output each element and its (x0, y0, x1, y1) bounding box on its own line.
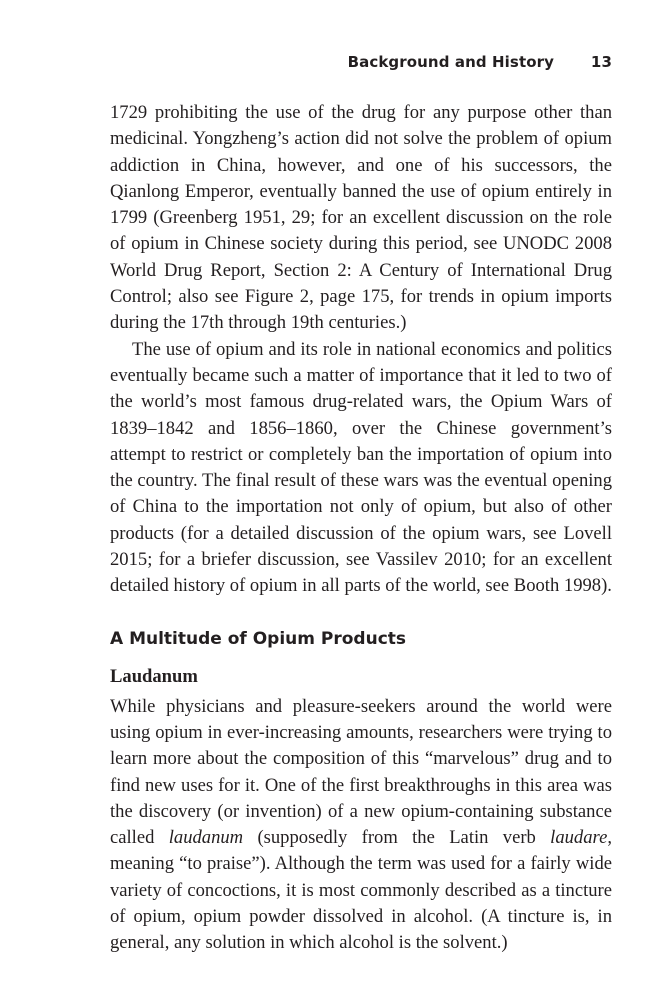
paragraph-3 (110, 694, 612, 957)
body-text (110, 100, 612, 957)
paragraph-3-text-2: (supposedly from the Latin verb (243, 827, 551, 849)
section-heading: A Multitude of Opium Products (110, 628, 407, 649)
subsection-heading: Laudanum (110, 665, 198, 687)
paragraph-1: 1729 prohibiting the use of the drug for any purpose other than medicinal. Yongzheng’s action did not solve the problem of opium addiction in China, however, and one of his successors, the Qianlong Emperor, eventually banned the use of opium entirely in 1799 (Greenberg 1951, 29; for an excellent discussion on the role of opium in Chinese society during this period, see UNODC 2008 World Drug Report, Section 2: A Century of International Drug Control; also see Figure 2, page 175, for trends in opium imports during the 17th through 19th centuries.) (110, 102, 612, 334)
term-laudare: laudare (550, 827, 608, 849)
paragraph-3-text-1: While physicians and pleasure-seekers around the world were using opium in ever-increasing amounts, researchers were trying to learn more about the composition of this “marvelous” drug and to find new uses for it. One of the first breakthroughs in this area was the discovery (or invention) of a new opium-containing substance called (110, 695, 612, 849)
running-head (110, 53, 612, 75)
paragraph-2: The use of opium and its role in national economics and politics eventually became such a matter of importance that it led to two of the world’s most famous drug-related wars, the Opium Wars of 1839–1842 and 1856–1860, over the Chinese government’s attempt to restrict or completely ban the importation of opium into the country. The final result of these wars was the eventual opening of China to the importation not only of opium, but also of other products (for a detailed discussion of the opium wars, see Lovell 2015; for a briefer discussion, see Vassilev 2010; for an excellent detailed history of opium in all parts of the world, see Booth 1998). (110, 338, 612, 597)
paragraph-3-text-3: , meaning “to praise”). Although the term was used for a fairly wide variety of concoctions, it is most commonly described as a tincture of opium, opium powder dissolved in alcohol. (A tincture is, in general, any solution in which alcohol is the solvent.) (110, 827, 612, 954)
running-head-title: Background and History (347, 53, 554, 71)
term-laudanum: laudanum (168, 827, 244, 849)
page-number: 13 (590, 53, 612, 71)
